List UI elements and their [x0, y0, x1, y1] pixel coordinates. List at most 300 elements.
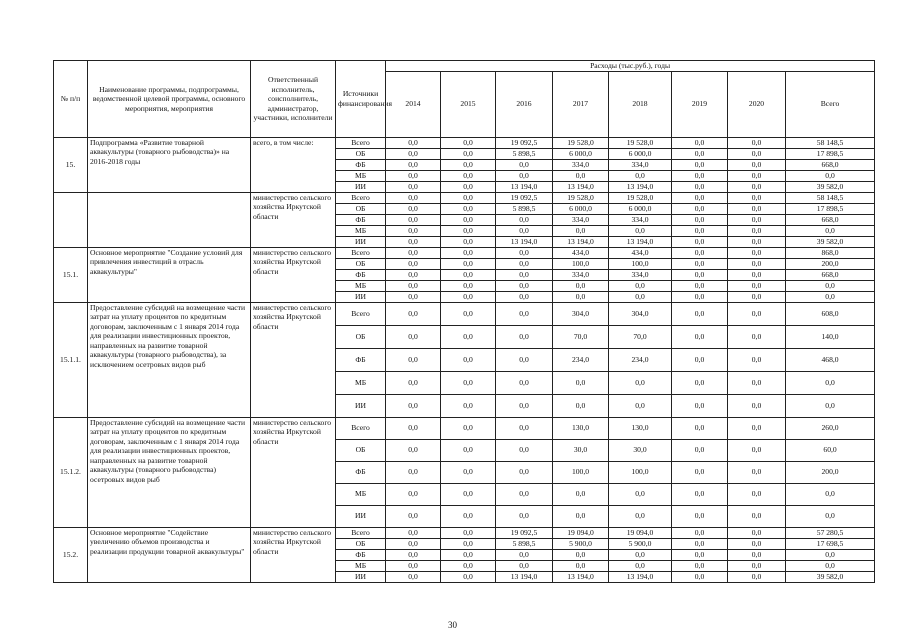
total-value: 39 582,0 — [786, 236, 875, 247]
year-value: 0,0 — [609, 371, 672, 394]
year-value: 100,0 — [609, 258, 672, 269]
year-value: 19 094,0 — [553, 527, 609, 538]
year-value: 0,0 — [728, 461, 786, 483]
funding-source: Всего — [336, 247, 386, 258]
year-value: 70,0 — [553, 325, 609, 348]
header-year: 2018 — [609, 71, 672, 137]
year-value: 0,0 — [609, 483, 672, 505]
year-value: 0,0 — [728, 137, 786, 148]
year-value: 0,0 — [441, 170, 496, 181]
executor: министерство сельского хозяйства Иркутской области — [251, 417, 336, 527]
year-value: 0,0 — [553, 560, 609, 571]
total-value: 200,0 — [786, 258, 875, 269]
year-value: 0,0 — [672, 236, 728, 247]
year-value: 0,0 — [553, 549, 609, 560]
total-value: 17 898,5 — [786, 148, 875, 159]
year-value: 19 092,5 — [496, 192, 553, 203]
funding-source: ОБ — [336, 439, 386, 461]
header-year: 2019 — [672, 71, 728, 137]
year-value: 0,0 — [672, 371, 728, 394]
year-value: 0,0 — [496, 159, 553, 170]
year-value: 0,0 — [672, 280, 728, 291]
year-value: 0,0 — [441, 505, 496, 527]
year-value: 0,0 — [441, 148, 496, 159]
year-value: 0,0 — [553, 394, 609, 417]
year-value: 0,0 — [386, 269, 441, 280]
year-value: 0,0 — [672, 417, 728, 439]
year-value: 0,0 — [728, 439, 786, 461]
year-value: 0,0 — [441, 302, 496, 325]
year-value: 0,0 — [386, 181, 441, 192]
year-value: 334,0 — [609, 214, 672, 225]
year-value: 19 528,0 — [609, 137, 672, 148]
year-value: 334,0 — [609, 159, 672, 170]
total-value: 17 698,5 — [786, 538, 875, 549]
year-value: 0,0 — [496, 225, 553, 236]
header-year: 2016 — [496, 71, 553, 137]
year-value: 0,0 — [496, 247, 553, 258]
year-value: 0,0 — [553, 170, 609, 181]
year-value: 0,0 — [672, 505, 728, 527]
total-value: 0,0 — [786, 560, 875, 571]
year-value: 0,0 — [553, 483, 609, 505]
total-value: 17 898,5 — [786, 203, 875, 214]
year-value: 0,0 — [553, 225, 609, 236]
year-value: 6 000,0 — [609, 148, 672, 159]
year-value: 0,0 — [728, 549, 786, 560]
year-value: 0,0 — [386, 148, 441, 159]
year-value: 0,0 — [496, 394, 553, 417]
year-value: 0,0 — [609, 560, 672, 571]
budget-page — [53, 60, 875, 583]
year-value: 0,0 — [441, 348, 496, 371]
year-value: 0,0 — [386, 170, 441, 181]
funding-source: МБ — [336, 483, 386, 505]
year-value: 0,0 — [672, 148, 728, 159]
year-value: 0,0 — [728, 291, 786, 302]
year-value: 0,0 — [386, 538, 441, 549]
year-value: 0,0 — [496, 258, 553, 269]
year-value: 0,0 — [728, 258, 786, 269]
year-value: 0,0 — [672, 527, 728, 538]
funding-source: ФБ — [336, 214, 386, 225]
year-value: 0,0 — [386, 291, 441, 302]
total-value: 0,0 — [786, 291, 875, 302]
year-value: 0,0 — [441, 291, 496, 302]
year-value: 0,0 — [386, 505, 441, 527]
year-value: 0,0 — [386, 280, 441, 291]
year-value: 0,0 — [496, 461, 553, 483]
year-value: 0,0 — [672, 269, 728, 280]
year-value: 304,0 — [553, 302, 609, 325]
year-value: 0,0 — [441, 258, 496, 269]
year-value: 0,0 — [386, 203, 441, 214]
year-value: 0,0 — [496, 348, 553, 371]
year-value: 0,0 — [672, 291, 728, 302]
total-value: 0,0 — [786, 394, 875, 417]
year-value: 100,0 — [609, 461, 672, 483]
year-value: 0,0 — [386, 137, 441, 148]
year-value: 0,0 — [496, 417, 553, 439]
year-value: 0,0 — [672, 302, 728, 325]
year-value: 5 900,0 — [609, 538, 672, 549]
year-value: 0,0 — [728, 214, 786, 225]
table-body — [54, 137, 875, 582]
year-value: 0,0 — [386, 417, 441, 439]
total-value: 668,0 — [786, 214, 875, 225]
funding-source: МБ — [336, 560, 386, 571]
year-value: 0,0 — [609, 170, 672, 181]
year-value: 0,0 — [386, 236, 441, 247]
total-value: 0,0 — [786, 549, 875, 560]
year-value: 0,0 — [728, 538, 786, 549]
funding-source: МБ — [336, 170, 386, 181]
header-year: 2020 — [728, 71, 786, 137]
year-value: 6 000,0 — [553, 148, 609, 159]
expenses-table — [53, 60, 875, 583]
year-value: 0,0 — [386, 461, 441, 483]
year-value: 0,0 — [386, 247, 441, 258]
year-value: 100,0 — [553, 461, 609, 483]
year-value: 304,0 — [609, 302, 672, 325]
funding-source: ФБ — [336, 269, 386, 280]
year-value: 0,0 — [386, 560, 441, 571]
year-value: 13 194,0 — [553, 181, 609, 192]
year-value: 130,0 — [553, 417, 609, 439]
funding-source: ИИ — [336, 394, 386, 417]
funding-source: ИИ — [336, 505, 386, 527]
total-value: 668,0 — [786, 269, 875, 280]
funding-source: ОБ — [336, 203, 386, 214]
year-value: 0,0 — [728, 560, 786, 571]
year-value: 0,0 — [672, 538, 728, 549]
year-value: 0,0 — [441, 461, 496, 483]
year-value: 0,0 — [386, 483, 441, 505]
row-number: 15.1.1. — [54, 302, 88, 417]
program-name: Основное мероприятие "Создание условий для привлечения инвестиций в отрасль аквакультуры" — [88, 247, 251, 302]
year-value: 0,0 — [386, 192, 441, 203]
year-value: 0,0 — [496, 505, 553, 527]
year-value: 0,0 — [496, 302, 553, 325]
year-value: 0,0 — [728, 280, 786, 291]
year-value: 0,0 — [553, 371, 609, 394]
header-expenses: Расходы (тыс.руб.), годы — [386, 61, 875, 72]
funding-source: Всего — [336, 192, 386, 203]
year-value: 6 000,0 — [553, 203, 609, 214]
year-value: 0,0 — [386, 225, 441, 236]
year-value: 0,0 — [441, 137, 496, 148]
table-row — [54, 192, 875, 203]
year-value: 5 898,5 — [496, 538, 553, 549]
year-value: 0,0 — [672, 325, 728, 348]
executor: министерство сельского хозяйства Иркутской области — [251, 302, 336, 417]
year-value: 0,0 — [728, 181, 786, 192]
total-value: 58 148,5 — [786, 192, 875, 203]
funding-source: ФБ — [336, 549, 386, 560]
empty-cell — [88, 192, 251, 247]
total-value: 668,0 — [786, 159, 875, 170]
year-value: 0,0 — [441, 203, 496, 214]
year-value: 0,0 — [728, 148, 786, 159]
year-value: 0,0 — [386, 527, 441, 538]
year-value: 0,0 — [728, 483, 786, 505]
year-value: 0,0 — [441, 483, 496, 505]
year-value: 0,0 — [441, 159, 496, 170]
year-value: 0,0 — [672, 203, 728, 214]
header-source: Источники финансирования — [336, 61, 386, 138]
total-value: 468,0 — [786, 348, 875, 371]
table-row — [54, 137, 875, 148]
year-value: 0,0 — [728, 170, 786, 181]
year-value: 0,0 — [609, 280, 672, 291]
funding-source: ИИ — [336, 181, 386, 192]
year-value: 0,0 — [553, 291, 609, 302]
year-value: 0,0 — [728, 325, 786, 348]
year-value: 5 898,5 — [496, 148, 553, 159]
year-value: 0,0 — [728, 571, 786, 582]
executor: министерство сельского хозяйства Иркутской области — [251, 192, 336, 247]
year-value: 0,0 — [728, 371, 786, 394]
program-name: Подпрограмма «Развитие товарной аквакультуры (товарного рыбоводства)» на 2016-2018 годы — [88, 137, 251, 192]
year-value: 0,0 — [441, 571, 496, 582]
funding-source: ОБ — [336, 538, 386, 549]
header-total: Всего — [786, 71, 875, 137]
year-value: 0,0 — [441, 549, 496, 560]
total-value: 39 582,0 — [786, 571, 875, 582]
year-value: 0,0 — [386, 371, 441, 394]
total-value: 39 582,0 — [786, 181, 875, 192]
year-value: 13 194,0 — [496, 181, 553, 192]
year-value: 5 898,5 — [496, 203, 553, 214]
year-value: 0,0 — [728, 192, 786, 203]
header-executor: Ответственный исполнитель, соисполнитель, администратор, участники, исполнители — [251, 61, 336, 138]
total-value: 57 280,5 — [786, 527, 875, 538]
total-value: 0,0 — [786, 280, 875, 291]
year-value: 0,0 — [728, 159, 786, 170]
funding-source: Всего — [336, 302, 386, 325]
year-value: 0,0 — [728, 269, 786, 280]
year-value: 0,0 — [728, 417, 786, 439]
year-value: 334,0 — [553, 214, 609, 225]
year-value: 0,0 — [553, 280, 609, 291]
year-value: 0,0 — [386, 394, 441, 417]
total-value: 200,0 — [786, 461, 875, 483]
year-value: 0,0 — [609, 394, 672, 417]
year-value: 0,0 — [672, 549, 728, 560]
year-value: 0,0 — [728, 225, 786, 236]
row-number: 15.2. — [54, 527, 88, 582]
funding-source: Всего — [336, 417, 386, 439]
year-value: 0,0 — [496, 269, 553, 280]
year-value: 0,0 — [496, 214, 553, 225]
year-value: 0,0 — [386, 325, 441, 348]
year-value: 19 092,5 — [496, 137, 553, 148]
funding-source: ИИ — [336, 571, 386, 582]
year-value: 0,0 — [672, 348, 728, 371]
year-value: 30,0 — [609, 439, 672, 461]
year-value: 0,0 — [496, 560, 553, 571]
year-value: 0,0 — [672, 181, 728, 192]
total-value: 868,0 — [786, 247, 875, 258]
year-value: 0,0 — [496, 325, 553, 348]
total-value: 0,0 — [786, 505, 875, 527]
year-value: 0,0 — [441, 236, 496, 247]
year-value: 0,0 — [672, 560, 728, 571]
total-value: 608,0 — [786, 302, 875, 325]
header-year: 2014 — [386, 71, 441, 137]
table-header — [54, 61, 875, 138]
year-value: 0,0 — [441, 214, 496, 225]
year-value: 0,0 — [609, 505, 672, 527]
year-value: 0,0 — [672, 394, 728, 417]
year-value: 0,0 — [728, 247, 786, 258]
year-value: 70,0 — [609, 325, 672, 348]
year-value: 0,0 — [609, 549, 672, 560]
year-value: 0,0 — [496, 371, 553, 394]
year-value: 0,0 — [496, 439, 553, 461]
year-value: 13 194,0 — [496, 236, 553, 247]
year-value: 0,0 — [496, 170, 553, 181]
year-value: 0,0 — [441, 560, 496, 571]
funding-source: МБ — [336, 371, 386, 394]
year-value: 13 194,0 — [609, 571, 672, 582]
year-value: 0,0 — [728, 236, 786, 247]
year-value: 0,0 — [553, 505, 609, 527]
year-value: 0,0 — [386, 571, 441, 582]
year-value: 0,0 — [441, 181, 496, 192]
total-value: 0,0 — [786, 170, 875, 181]
year-value: 0,0 — [441, 439, 496, 461]
empty-cell — [54, 192, 88, 247]
year-value: 0,0 — [672, 137, 728, 148]
year-value: 19 528,0 — [553, 137, 609, 148]
year-value: 0,0 — [441, 325, 496, 348]
program-name: Предоставление субсидий на возмещение части затрат на уплату процентов по кредитным договорам, заключенным с 1 января 2014 года для реализации инвестиционных проектов, направленных на развитие товарной аквакультуры (товарного рыбоводства), за исключением осетровых видов рыб — [88, 302, 251, 417]
total-value: 0,0 — [786, 225, 875, 236]
funding-source: МБ — [336, 280, 386, 291]
total-value: 58 148,5 — [786, 137, 875, 148]
executor: министерство сельского хозяйства Иркутской области — [251, 527, 336, 582]
year-value: 13 194,0 — [609, 236, 672, 247]
executor: всего, в том числе: — [251, 137, 336, 192]
year-value: 19 092,5 — [496, 527, 553, 538]
year-value: 0,0 — [496, 483, 553, 505]
total-value: 260,0 — [786, 417, 875, 439]
year-value: 0,0 — [441, 280, 496, 291]
total-value: 0,0 — [786, 483, 875, 505]
funding-source: Всего — [336, 527, 386, 538]
year-value: 0,0 — [386, 439, 441, 461]
table-row — [54, 527, 875, 538]
funding-source: ОБ — [336, 258, 386, 269]
year-value: 0,0 — [496, 291, 553, 302]
year-value: 0,0 — [728, 203, 786, 214]
funding-source: ИИ — [336, 236, 386, 247]
year-value: 0,0 — [441, 538, 496, 549]
header-name: Наименование программы, подпрограммы, ведомственной целевой программы, основного мероприятия, мероприятия — [88, 61, 251, 138]
year-value: 13 194,0 — [496, 571, 553, 582]
year-value: 19 094,0 — [609, 527, 672, 538]
year-value: 130,0 — [609, 417, 672, 439]
year-value: 0,0 — [386, 258, 441, 269]
year-value: 0,0 — [441, 417, 496, 439]
year-value: 0,0 — [672, 159, 728, 170]
header-num: № п/п — [54, 61, 88, 138]
year-value: 13 194,0 — [553, 236, 609, 247]
year-value: 0,0 — [441, 269, 496, 280]
year-value: 0,0 — [496, 549, 553, 560]
program-name: Предоставление субсидий на возмещение части затрат на уплату процентов по кредитным договорам, заключенным с 1 января 2014 года для реализации инвестиционных проектов, направленных на развитие товарной аквакультуры (товарного рыбоводства) осетровых видов рыб — [88, 417, 251, 527]
total-value: 140,0 — [786, 325, 875, 348]
year-value: 0,0 — [672, 439, 728, 461]
year-value: 234,0 — [553, 348, 609, 371]
row-number: 15. — [54, 137, 88, 192]
table-row — [54, 302, 875, 325]
year-value: 0,0 — [441, 247, 496, 258]
year-value: 0,0 — [728, 394, 786, 417]
year-value: 100,0 — [553, 258, 609, 269]
year-value: 0,0 — [728, 302, 786, 325]
year-value: 334,0 — [609, 269, 672, 280]
total-value: 60,0 — [786, 439, 875, 461]
year-value: 0,0 — [728, 348, 786, 371]
year-value: 5 900,0 — [553, 538, 609, 549]
year-value: 0,0 — [609, 291, 672, 302]
table-row — [54, 417, 875, 439]
table-row — [54, 247, 875, 258]
funding-source: Всего — [336, 137, 386, 148]
year-value: 0,0 — [386, 302, 441, 325]
funding-source: ФБ — [336, 348, 386, 371]
year-value: 434,0 — [609, 247, 672, 258]
year-value: 0,0 — [672, 483, 728, 505]
year-value: 19 528,0 — [553, 192, 609, 203]
page-number: 30 — [448, 620, 457, 630]
year-value: 0,0 — [728, 527, 786, 538]
year-value: 0,0 — [386, 549, 441, 560]
year-value: 0,0 — [441, 192, 496, 203]
year-value: 334,0 — [553, 159, 609, 170]
funding-source: ИИ — [336, 291, 386, 302]
program-name: Основное мероприятие "Содействие увеличению объемов производства и реализации продукции товарной аквакультуры" — [88, 527, 251, 582]
funding-source: ФБ — [336, 159, 386, 170]
funding-source: ОБ — [336, 325, 386, 348]
year-value: 0,0 — [728, 505, 786, 527]
header-year: 2017 — [553, 71, 609, 137]
year-value: 0,0 — [441, 225, 496, 236]
year-value: 0,0 — [672, 225, 728, 236]
year-value: 0,0 — [609, 225, 672, 236]
year-value: 0,0 — [672, 170, 728, 181]
total-value: 0,0 — [786, 371, 875, 394]
year-value: 0,0 — [672, 258, 728, 269]
year-value: 0,0 — [672, 461, 728, 483]
executor: министерство сельского хозяйства Иркутской области — [251, 247, 336, 302]
funding-source: МБ — [336, 225, 386, 236]
funding-source: ФБ — [336, 461, 386, 483]
year-value: 334,0 — [553, 269, 609, 280]
year-value: 0,0 — [386, 159, 441, 170]
year-value: 0,0 — [441, 394, 496, 417]
year-value: 0,0 — [496, 280, 553, 291]
header-year: 2015 — [441, 71, 496, 137]
year-value: 234,0 — [609, 348, 672, 371]
year-value: 13 194,0 — [553, 571, 609, 582]
year-value: 0,0 — [441, 371, 496, 394]
row-number: 15.1.2. — [54, 417, 88, 527]
year-value: 0,0 — [386, 214, 441, 225]
year-value: 30,0 — [553, 439, 609, 461]
